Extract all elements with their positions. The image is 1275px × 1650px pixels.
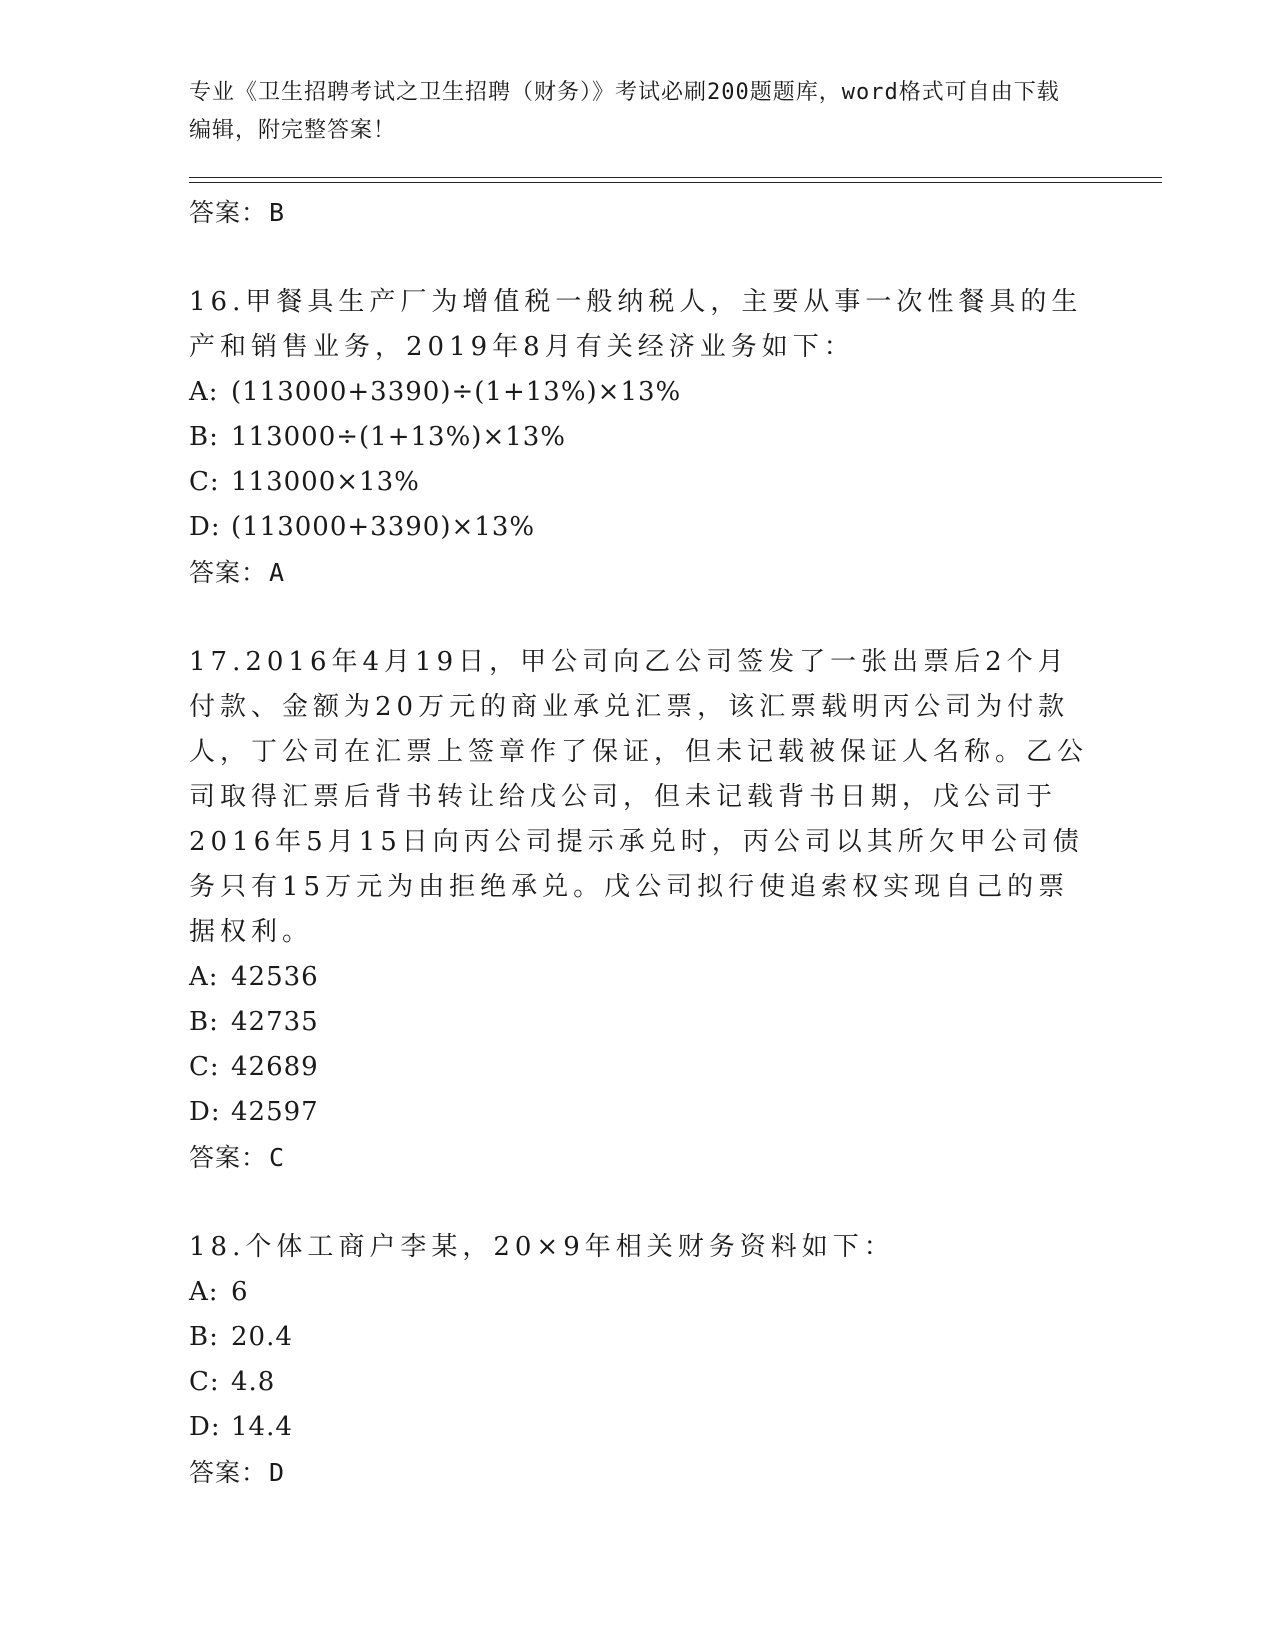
option-key: B: <box>189 1007 219 1037</box>
option-a <box>189 370 1089 415</box>
question-stem: 17.2016年4月19日，甲公司向乙公司签发了一张出票后2个月付款、金额为20万元的商业承兑汇票，该汇票载明丙公司为付款人，丁公司在汇票上签章作了保证，但未记载被保证人名称。乙公司取得汇票后背书转让给戊公司，但未记载背书日期，戊公司于2016年5月15日向丙公司提示承兑时，丙公司以其所欠甲公司债务只有15万元为由拒绝承兑。戊公司拟行使追索权实现自己的票据权利。 <box>189 647 1089 947</box>
question-17 <box>189 640 1089 1181</box>
option-c <box>189 1045 1089 1090</box>
option-key: A: <box>189 962 219 992</box>
answer-value: C <box>269 1143 286 1172</box>
option-text: 42536 <box>231 962 319 992</box>
option-c <box>189 460 1089 505</box>
option-text: (113000+3390)÷(1+13%)×13% <box>231 377 682 407</box>
option-text: 6 <box>231 1277 249 1307</box>
option-text: (113000+3390)×13% <box>231 512 536 542</box>
answer-value: D <box>269 1458 286 1487</box>
option-key: D: <box>189 1412 221 1442</box>
option-text: 113000×13% <box>231 467 420 497</box>
option-text: 42689 <box>231 1052 319 1082</box>
answer-label: 答案： <box>189 1458 268 1487</box>
option-key: C: <box>189 1367 220 1397</box>
question-answer <box>189 1135 1089 1181</box>
option-text: 14.4 <box>231 1412 293 1442</box>
question-stem: 18.个体工商户李某，20×9年相关财务资料如下： <box>189 1232 895 1262</box>
question-answer <box>189 1450 1089 1496</box>
document-header: 专业《卫生招聘考试之卫生招聘（财务）》考试必刷200题题库，word格式可自由下载编辑，附完整答案！ <box>189 80 1060 143</box>
option-text: 42735 <box>231 1007 319 1037</box>
option-text: 20.4 <box>231 1322 293 1352</box>
option-key: D: <box>189 512 221 542</box>
answer-label: 答案： <box>189 198 268 227</box>
option-d <box>189 1405 1089 1450</box>
option-key: A: <box>189 377 219 407</box>
option-key: C: <box>189 1052 220 1082</box>
option-key: D: <box>189 1097 221 1127</box>
answer-label: 答案： <box>189 558 268 587</box>
answer-label: 答案： <box>189 1143 268 1172</box>
option-key: C: <box>189 467 220 497</box>
option-key: B: <box>189 422 219 452</box>
option-b <box>189 1000 1089 1045</box>
option-a <box>189 955 1089 1000</box>
option-text: 4.8 <box>231 1367 276 1397</box>
option-b <box>189 1315 1089 1360</box>
option-key: A: <box>189 1277 219 1307</box>
question-stem: 16.甲餐具生产厂为增值税一般纳税人，主要从事一次性餐具的生产和销售业务，2019年8月有关经济业务如下： <box>189 287 1083 362</box>
option-text: 42597 <box>231 1097 319 1127</box>
option-d <box>189 1090 1089 1135</box>
option-key: B: <box>189 1322 219 1352</box>
question-18 <box>189 1225 1089 1496</box>
question-answer <box>189 550 1089 596</box>
option-c <box>189 1360 1089 1405</box>
question-16 <box>189 280 1089 596</box>
document-body <box>189 190 1089 1496</box>
answer-value: A <box>269 558 286 587</box>
answer-value: B <box>269 198 286 227</box>
header-rule-top <box>189 177 1162 178</box>
option-text: 113000÷(1+13%)×13% <box>231 422 567 452</box>
option-b <box>189 415 1089 460</box>
header-rule-bottom <box>189 182 1162 183</box>
prev-question-answer <box>189 190 1089 236</box>
option-a <box>189 1270 1089 1315</box>
option-d <box>189 505 1089 550</box>
